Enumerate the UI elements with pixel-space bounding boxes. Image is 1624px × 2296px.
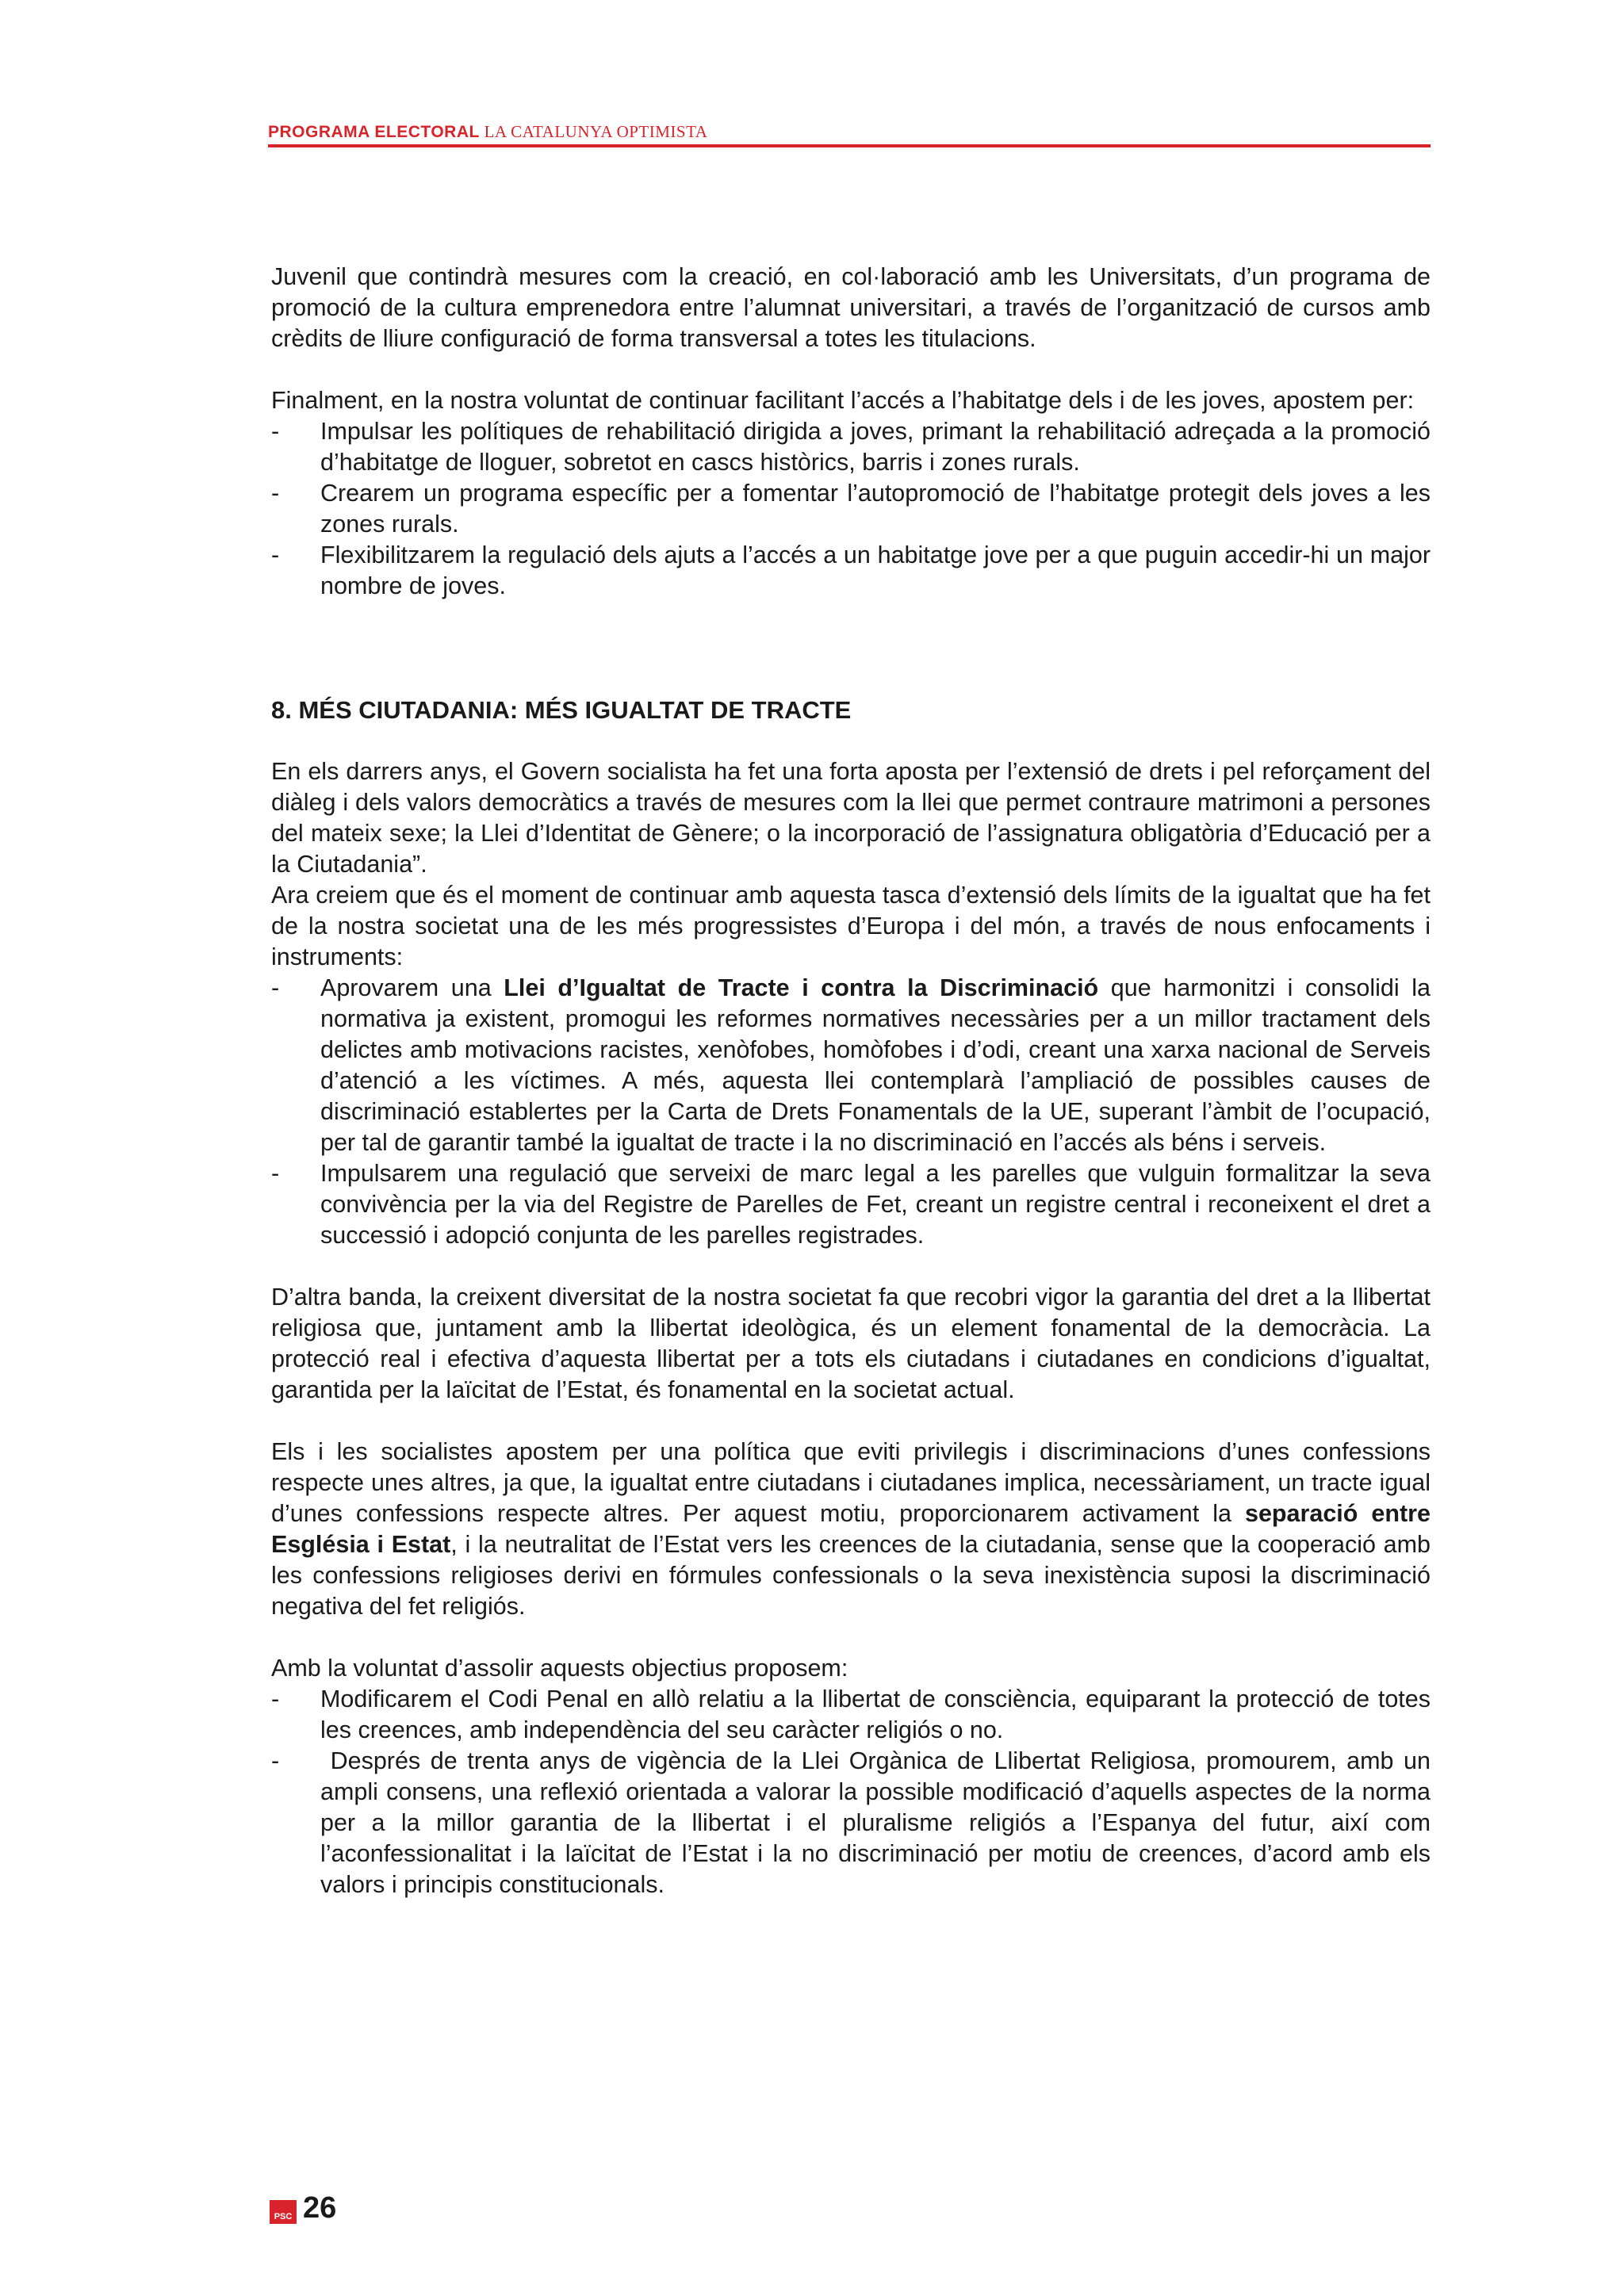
psc-logo-icon: PSC bbox=[270, 2200, 297, 2224]
list-item-text: Crearem un programa específic per a fomentar l’autopromoció de l’habitatge protegit dels joves a les zones rurals. bbox=[320, 480, 1431, 538]
list-item-text: Flexibilitzarem la regulació dels ajuts a l’accés a un habitatge jove per a que puguin accedir-hi un major nombre de joves. bbox=[320, 541, 1431, 599]
list-item bbox=[271, 540, 1431, 602]
list-dash: - bbox=[271, 1160, 280, 1187]
paragraph: En els darrers anys, el Govern socialista ha fet una forta aposta per l’extensió de drets i pel reforçament del diàleg i dels valors democràtics a través de mesures com la llei que permet contraure matrimoni a persones del mateix sexe; la Llei d’Identitat de Gènere; o la incorporació de l’assignatura obligatòria d’Educació per a la Ciutadania”. bbox=[271, 758, 1431, 878]
paragraph: Amb la voluntat d’assolir aquests objectius proposem: bbox=[271, 1655, 848, 1682]
emphasis-text: separació entre Església i Estat bbox=[271, 1500, 1431, 1558]
list-dash: - bbox=[271, 1747, 280, 1774]
paragraph-text-start: Els i les socialistes apostem per una política que eviti privilegis i discriminacions d’unes confessions respecte unes altres, ja que, la igualtat entre ciutadans i ciutadanes implica, necessàriament, un tracte igual d’unes confessions respecte altres. Per aquest motiu, proporcionarem activament la bbox=[271, 1438, 1431, 1527]
paragraph: Ara creiem que és el moment de continuar amb aquesta tasca d’extensió dels límits de la igualtat que ha fet de la nostra societat una de les més progressistes d’Europa i del món, a través de nous enfocaments i instruments: bbox=[271, 882, 1431, 970]
list-item-text-end: que harmonitzi i consolidi la normativa ja existent, promogui les reformes normatives necessàries per a un millor tractament dels delictes amb motivacions racistes, xenòfobes, homòfobes i d’odi, creant una xarxa nacional de Serveis d’atenció a les víctimes. A més, aquesta llei contemplarà l’ampliació de possibles causes de discriminació establertes per la Carta de Drets Fonamentals de la UE, superant l’àmbit de l’ocupació, per tal de garantir també la igualtat de tracte i la no discriminació en l’accés als béns i serveis. bbox=[320, 974, 1431, 1156]
paragraph-text-end: , i la neutralitat de l’Estat vers les creences de la ciutadania, sense que la cooperació amb les confessions religioses derivi en fórmules confessionals o la seva inexistència suposi la discriminació negativa del fet religiós. bbox=[271, 1531, 1431, 1620]
section-heading: 8. MÉS CIUTADANIA: MÉS IGUALTAT DE TRACTE bbox=[271, 696, 852, 724]
law-name: Llei d’Igualtat de Tracte i contra la Discriminació bbox=[504, 974, 1099, 1001]
list-item bbox=[271, 1746, 1438, 1900]
paragraph bbox=[271, 1437, 1431, 1622]
page-header bbox=[268, 119, 1431, 147]
page-number: 26 bbox=[303, 2191, 337, 2225]
list-item-text bbox=[320, 973, 1431, 1158]
list-item bbox=[271, 973, 1431, 1158]
list-item-text-start: Aprovarem una bbox=[320, 974, 504, 1001]
list-item-text: Després de trenta anys de vigència de la Llei Orgànica de Llibertat Religiosa, promourem, amb un ampli consens, una reflexió orientada a valorar la possible modificació d’aquells aspectes de la norma per a la millor garantia de la llibertat i el pluralisme religiós a l’Espanya del futur, així com l’aconfessionalitat i la laïcitat de l’Estat i la no discriminació per motiu de creences, d’acord amb els valors i principis constitucionals. bbox=[320, 1747, 1438, 1898]
list-dash: - bbox=[271, 974, 280, 1001]
paragraph: Juvenil que contindrà mesures com la creació, en col·laboració amb les Universitats, d’un programa de promoció de la cultura emprenedora entre l’alumnat universitari, a través de l’organització de cursos amb crèdits de lliure configuració de forma transversal a totes les titulacions. bbox=[271, 263, 1431, 352]
document-body bbox=[271, 262, 1438, 1900]
list-item-text: Impulsarem una regulació que serveixi de marc legal a les parelles que vulguin formalitzar la seva convivència per la via del Registre de Parelles de Fet, creant un registre central i reconeixent el dret a successió i adopció conjunta de les parelles registrades. bbox=[320, 1160, 1431, 1249]
list-dash: - bbox=[271, 418, 280, 445]
paragraph: D’altra banda, la creixent diversitat de la nostra societat fa que recobri vigor la garantia del dret a la llibertat religiosa que, juntament amb la llibertat ideològica, és un element fonamental de la democràcia. La protecció real i efectiva d’aquesta llibertat per a tots els ciutadans i ciutadanes en condicions d’igualtat, garantida per la laïcitat de l’Estat, és fonamental en la societat actual. bbox=[271, 1284, 1431, 1403]
list-item-text: Modificarem el Codi Penal en allò relatiu a la llibertat de consciència, equiparant la protecció de totes les creences, amb independència del seu caràcter religiós o no. bbox=[320, 1686, 1431, 1743]
list-dash: - bbox=[271, 541, 280, 568]
list-item bbox=[271, 416, 1431, 478]
list-item bbox=[271, 1684, 1431, 1746]
header-title-rest: LA CATALUNYA OPTIMISTA bbox=[479, 122, 708, 141]
page-footer bbox=[270, 2191, 336, 2225]
list-item bbox=[271, 1158, 1431, 1251]
paragraph: Finalment, en la nostra voluntat de continuar facilitant l’accés a l’habitatge dels i de les joves, apostem per: bbox=[271, 387, 1415, 414]
header-title bbox=[268, 122, 707, 142]
list-item-text: Impulsar les polítiques de rehabilitació dirigida a joves, primant la rehabilitació adreçada a la promoció d’habitatge de lloguer, sobretot en cascs històrics, barris i zones rurals. bbox=[320, 418, 1431, 476]
header-title-bold: PROGRAMA ELECTORAL bbox=[268, 123, 480, 141]
list-dash: - bbox=[271, 1686, 280, 1712]
list-item bbox=[271, 478, 1431, 540]
list-dash: - bbox=[271, 480, 280, 507]
